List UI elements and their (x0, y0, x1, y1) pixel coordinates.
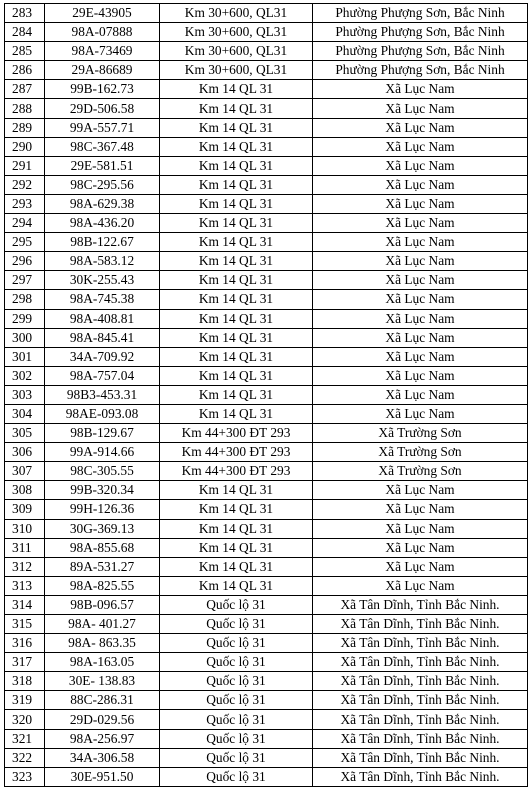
row-number-cell: 291 (5, 156, 45, 175)
row-number-cell: 305 (5, 424, 45, 443)
unit-cell: Xã Lục Nam (313, 309, 528, 328)
license-plate-cell: 98B-122.67 (45, 233, 160, 252)
table-row (5, 748, 528, 767)
license-plate-cell: 98A-757.04 (45, 366, 160, 385)
location-cell: Km 14 QL 31 (160, 557, 313, 576)
violation-table (4, 3, 528, 787)
unit-cell: Phường Phượng Sơn, Bắc Ninh (313, 42, 528, 61)
license-plate-cell: 99A-557.71 (45, 118, 160, 137)
table-row (5, 366, 528, 385)
location-cell: Km 30+600, QL31 (160, 61, 313, 80)
table-row (5, 385, 528, 404)
row-number-cell: 283 (5, 4, 45, 23)
license-plate-cell: 98A-163.05 (45, 653, 160, 672)
unit-cell: Xã Lục Nam (313, 347, 528, 366)
license-plate-cell: 29E-43905 (45, 4, 160, 23)
location-cell: Km 44+300 ĐT 293 (160, 462, 313, 481)
table-row (5, 42, 528, 61)
row-number-cell: 287 (5, 80, 45, 99)
table-row (5, 137, 528, 156)
row-number-cell: 314 (5, 595, 45, 614)
unit-cell: Xã Lục Nam (313, 404, 528, 423)
location-cell: Quốc lộ 31 (160, 729, 313, 748)
location-cell: Km 14 QL 31 (160, 290, 313, 309)
location-cell: Km 14 QL 31 (160, 137, 313, 156)
row-number-cell: 301 (5, 347, 45, 366)
unit-cell: Xã Lục Nam (313, 290, 528, 309)
location-cell: Km 14 QL 31 (160, 252, 313, 271)
unit-cell: Xã Tân Dĩnh, Tỉnh Bắc Ninh. (313, 595, 528, 614)
row-number-cell: 303 (5, 385, 45, 404)
license-plate-cell: 99B-320.34 (45, 481, 160, 500)
unit-cell: Xã Lục Nam (313, 366, 528, 385)
location-cell: Km 14 QL 31 (160, 481, 313, 500)
license-plate-cell: 98A-256.97 (45, 729, 160, 748)
unit-cell: Phường Phượng Sơn, Bắc Ninh (313, 4, 528, 23)
unit-cell: Xã Tân Dĩnh, Tỉnh Bắc Ninh. (313, 748, 528, 767)
table-row (5, 729, 528, 748)
table-row (5, 710, 528, 729)
row-number-cell: 307 (5, 462, 45, 481)
row-number-cell: 321 (5, 729, 45, 748)
row-number-cell: 316 (5, 634, 45, 653)
unit-cell: Xã Lục Nam (313, 137, 528, 156)
table-row (5, 194, 528, 213)
location-cell: Quốc lộ 31 (160, 672, 313, 691)
row-number-cell: 308 (5, 481, 45, 500)
license-plate-cell: 98A-73469 (45, 42, 160, 61)
location-cell: Quốc lộ 31 (160, 595, 313, 614)
license-plate-cell: 30G-369.13 (45, 519, 160, 538)
license-plate-cell: 98A-825.55 (45, 576, 160, 595)
table-row (5, 538, 528, 557)
unit-cell: Phường Phượng Sơn, Bắc Ninh (313, 61, 528, 80)
location-cell: Km 14 QL 31 (160, 328, 313, 347)
license-plate-cell: 98A-845.41 (45, 328, 160, 347)
location-cell: Km 14 QL 31 (160, 309, 313, 328)
license-plate-cell: 34A-709.92 (45, 347, 160, 366)
unit-cell: Xã Trường Sơn (313, 443, 528, 462)
row-number-cell: 290 (5, 137, 45, 156)
unit-cell: Xã Lục Nam (313, 99, 528, 118)
location-cell: Quốc lộ 31 (160, 615, 313, 634)
row-number-cell: 312 (5, 557, 45, 576)
license-plate-cell: 34A-306.58 (45, 748, 160, 767)
location-cell: Km 14 QL 31 (160, 175, 313, 194)
row-number-cell: 304 (5, 404, 45, 423)
table-row (5, 4, 528, 23)
location-cell: Km 30+600, QL31 (160, 23, 313, 42)
location-cell: Km 14 QL 31 (160, 233, 313, 252)
license-plate-cell: 98A- 863.35 (45, 634, 160, 653)
location-cell: Km 44+300 ĐT 293 (160, 424, 313, 443)
table-row (5, 80, 528, 99)
unit-cell: Xã Tân Dĩnh, Tỉnh Bắc Ninh. (313, 767, 528, 786)
row-number-cell: 295 (5, 233, 45, 252)
location-cell: Km 14 QL 31 (160, 194, 313, 213)
table-row (5, 443, 528, 462)
location-cell: Quốc lộ 31 (160, 710, 313, 729)
unit-cell: Xã Tân Dĩnh, Tỉnh Bắc Ninh. (313, 634, 528, 653)
license-plate-cell: 29D-029.56 (45, 710, 160, 729)
location-cell: Km 30+600, QL31 (160, 42, 313, 61)
table-row (5, 233, 528, 252)
location-cell: Quốc lộ 31 (160, 653, 313, 672)
location-cell: Quốc lộ 31 (160, 748, 313, 767)
location-cell: Km 14 QL 31 (160, 500, 313, 519)
table-row (5, 767, 528, 786)
license-plate-cell: 98B3-453.31 (45, 385, 160, 404)
license-plate-cell: 88C-286.31 (45, 691, 160, 710)
license-plate-cell: 98A-629.38 (45, 194, 160, 213)
unit-cell: Xã Lục Nam (313, 538, 528, 557)
unit-cell: Phường Phượng Sơn, Bắc Ninh (313, 23, 528, 42)
license-plate-cell: 98A-583.12 (45, 252, 160, 271)
row-number-cell: 320 (5, 710, 45, 729)
location-cell: Km 30+600, QL31 (160, 4, 313, 23)
row-number-cell: 293 (5, 194, 45, 213)
row-number-cell: 285 (5, 42, 45, 61)
license-plate-cell: 29D-506.58 (45, 99, 160, 118)
license-plate-cell: 29A-86689 (45, 61, 160, 80)
table-body (5, 4, 528, 787)
unit-cell: Xã Lục Nam (313, 576, 528, 595)
license-plate-cell: 98A- 401.27 (45, 615, 160, 634)
table-row (5, 557, 528, 576)
table-row (5, 691, 528, 710)
location-cell: Km 14 QL 31 (160, 271, 313, 290)
license-plate-cell: 98A-07888 (45, 23, 160, 42)
table-row (5, 214, 528, 233)
table-row (5, 481, 528, 500)
table-row (5, 595, 528, 614)
location-cell: Quốc lộ 31 (160, 691, 313, 710)
license-plate-cell: 30E- 138.83 (45, 672, 160, 691)
row-number-cell: 311 (5, 538, 45, 557)
unit-cell: Xã Lục Nam (313, 214, 528, 233)
table-row (5, 290, 528, 309)
table-row (5, 634, 528, 653)
row-number-cell: 310 (5, 519, 45, 538)
license-plate-cell: 99H-126.36 (45, 500, 160, 519)
table-row (5, 23, 528, 42)
row-number-cell: 294 (5, 214, 45, 233)
row-number-cell: 306 (5, 443, 45, 462)
location-cell: Km 14 QL 31 (160, 366, 313, 385)
location-cell: Km 14 QL 31 (160, 576, 313, 595)
license-plate-cell: 89A-531.27 (45, 557, 160, 576)
unit-cell: Xã Tân Dĩnh, Tỉnh Bắc Ninh. (313, 729, 528, 748)
table-row (5, 175, 528, 194)
location-cell: Km 44+300 ĐT 293 (160, 443, 313, 462)
unit-cell: Xã Lục Nam (313, 80, 528, 99)
row-number-cell: 309 (5, 500, 45, 519)
table-row (5, 462, 528, 481)
unit-cell: Xã Lục Nam (313, 271, 528, 290)
license-plate-cell: 98AE-093.08 (45, 404, 160, 423)
table-row (5, 576, 528, 595)
unit-cell: Xã Lục Nam (313, 194, 528, 213)
location-cell: Km 14 QL 31 (160, 118, 313, 137)
license-plate-cell: 98A-855.68 (45, 538, 160, 557)
unit-cell: Xã Lục Nam (313, 233, 528, 252)
table-row (5, 500, 528, 519)
table-row (5, 424, 528, 443)
row-number-cell: 315 (5, 615, 45, 634)
row-number-cell: 299 (5, 309, 45, 328)
row-number-cell: 322 (5, 748, 45, 767)
license-plate-cell: 98C-305.55 (45, 462, 160, 481)
row-number-cell: 300 (5, 328, 45, 347)
unit-cell: Xã Lục Nam (313, 156, 528, 175)
row-number-cell: 284 (5, 23, 45, 42)
row-number-cell: 286 (5, 61, 45, 80)
license-plate-cell: 98C-295.56 (45, 175, 160, 194)
license-plate-cell: 29E-581.51 (45, 156, 160, 175)
license-plate-cell: 98B-129.67 (45, 424, 160, 443)
row-number-cell: 319 (5, 691, 45, 710)
unit-cell: Xã Tân Dĩnh, Tỉnh Bắc Ninh. (313, 615, 528, 634)
row-number-cell: 292 (5, 175, 45, 194)
table-row (5, 118, 528, 137)
row-number-cell: 323 (5, 767, 45, 786)
table-row (5, 99, 528, 118)
unit-cell: Xã Lục Nam (313, 557, 528, 576)
location-cell: Km 14 QL 31 (160, 404, 313, 423)
unit-cell: Xã Lục Nam (313, 118, 528, 137)
table-row (5, 271, 528, 290)
table-row (5, 156, 528, 175)
location-cell: Km 14 QL 31 (160, 519, 313, 538)
location-cell: Km 14 QL 31 (160, 214, 313, 233)
table-row (5, 519, 528, 538)
row-number-cell: 298 (5, 290, 45, 309)
license-plate-cell: 98B-096.57 (45, 595, 160, 614)
location-cell: Quốc lộ 31 (160, 767, 313, 786)
unit-cell: Xã Lục Nam (313, 252, 528, 271)
unit-cell: Xã Lục Nam (313, 175, 528, 194)
location-cell: Km 14 QL 31 (160, 80, 313, 99)
unit-cell: Xã Trường Sơn (313, 424, 528, 443)
location-cell: Km 14 QL 31 (160, 347, 313, 366)
license-plate-cell: 99B-162.73 (45, 80, 160, 99)
unit-cell: Xã Lục Nam (313, 385, 528, 404)
unit-cell: Xã Lục Nam (313, 500, 528, 519)
unit-cell: Xã Tân Dĩnh, Tỉnh Bắc Ninh. (313, 653, 528, 672)
table-row (5, 672, 528, 691)
row-number-cell: 317 (5, 653, 45, 672)
table-row (5, 252, 528, 271)
unit-cell: Xã Trường Sơn (313, 462, 528, 481)
row-number-cell: 302 (5, 366, 45, 385)
license-plate-cell: 98A-745.38 (45, 290, 160, 309)
license-plate-cell: 99A-914.66 (45, 443, 160, 462)
location-cell: Km 14 QL 31 (160, 99, 313, 118)
license-plate-cell: 98C-367.48 (45, 137, 160, 156)
table-row (5, 615, 528, 634)
row-number-cell: 313 (5, 576, 45, 595)
table-row (5, 61, 528, 80)
location-cell: Km 14 QL 31 (160, 385, 313, 404)
license-plate-cell: 30K-255.43 (45, 271, 160, 290)
row-number-cell: 296 (5, 252, 45, 271)
table-row (5, 328, 528, 347)
location-cell: Km 14 QL 31 (160, 538, 313, 557)
location-cell: Quốc lộ 31 (160, 634, 313, 653)
unit-cell: Xã Lục Nam (313, 519, 528, 538)
table-row (5, 404, 528, 423)
row-number-cell: 318 (5, 672, 45, 691)
location-cell: Km 14 QL 31 (160, 156, 313, 175)
unit-cell: Xã Lục Nam (313, 481, 528, 500)
row-number-cell: 297 (5, 271, 45, 290)
unit-cell: Xã Tân Dĩnh, Tỉnh Bắc Ninh. (313, 691, 528, 710)
license-plate-cell: 98A-408.81 (45, 309, 160, 328)
license-plate-cell: 30E-951.50 (45, 767, 160, 786)
row-number-cell: 289 (5, 118, 45, 137)
unit-cell: Xã Lục Nam (313, 328, 528, 347)
license-plate-cell: 98A-436.20 (45, 214, 160, 233)
table-row (5, 653, 528, 672)
table-row (5, 347, 528, 366)
row-number-cell: 288 (5, 99, 45, 118)
table-row (5, 309, 528, 328)
unit-cell: Xã Tân Dĩnh, Tỉnh Bắc Ninh. (313, 710, 528, 729)
unit-cell: Xã Tân Dĩnh, Tỉnh Bắc Ninh. (313, 672, 528, 691)
